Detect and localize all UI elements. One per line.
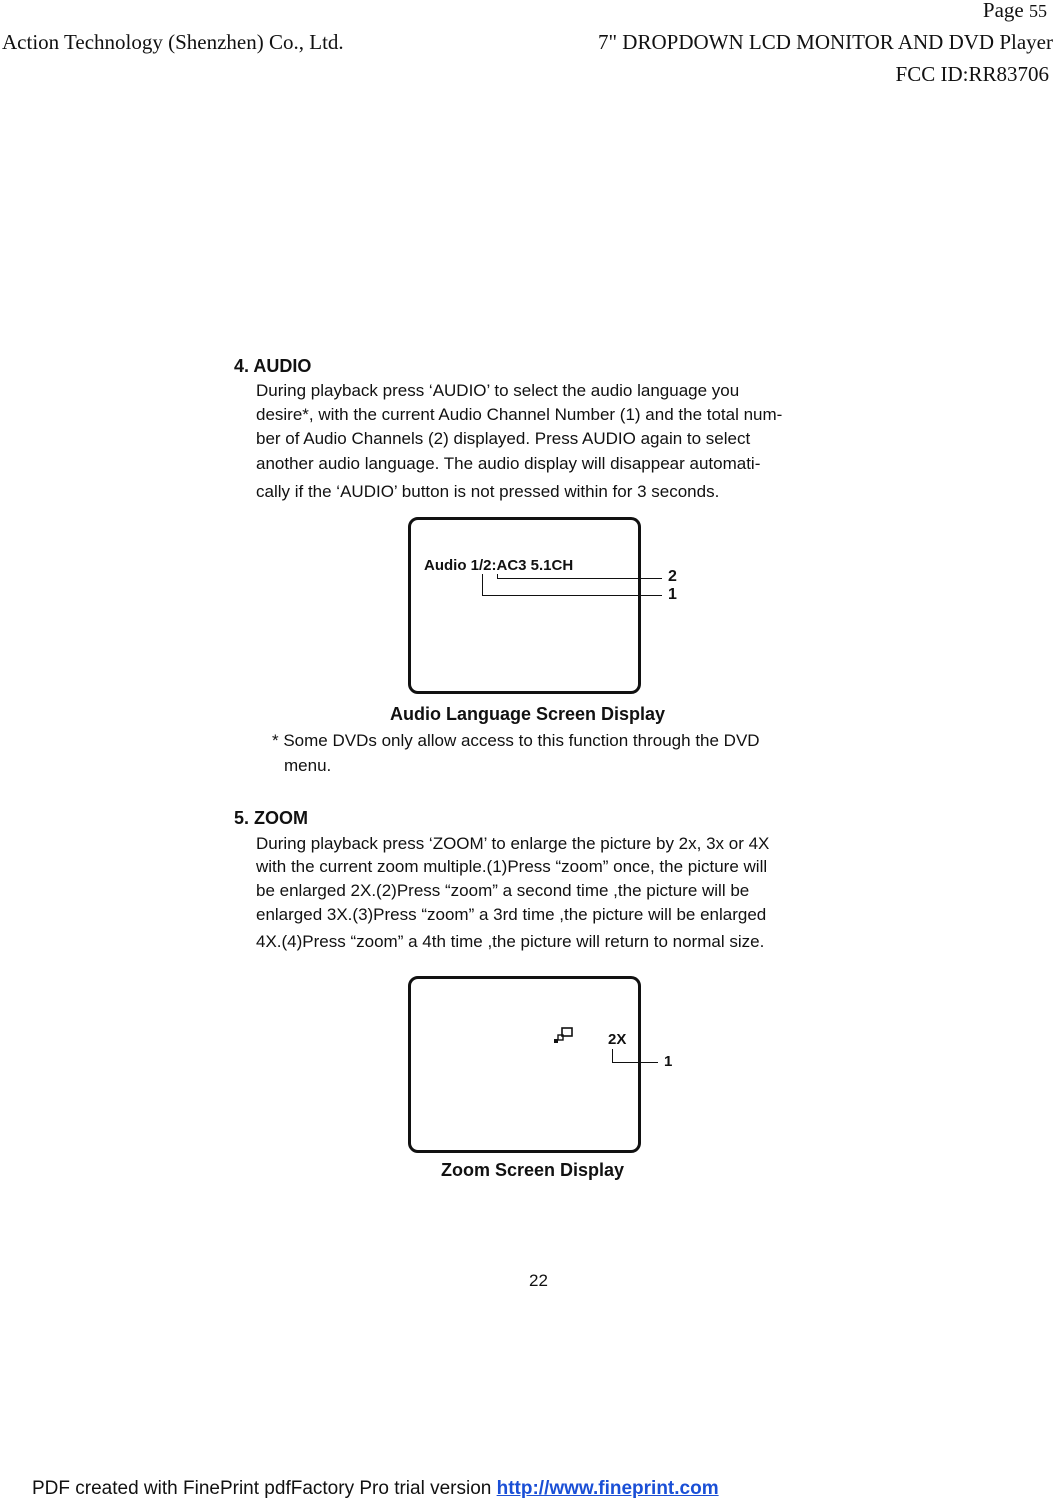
zoom-callout-line bbox=[612, 1049, 613, 1062]
footer-text: PDF created with FinePrint pdfFactory Pro trial version bbox=[32, 1478, 497, 1499]
audio-text-line: ber of Audio Channels (2) displayed. Press AUDIO again to select bbox=[256, 429, 751, 448]
audio-note-line: * Some DVDs only allow access to this function through the DVD bbox=[272, 731, 760, 750]
audio-callout-total-line bbox=[497, 578, 662, 579]
audio-callout-current-number: 1 bbox=[668, 586, 677, 603]
audio-callout-current-line bbox=[482, 574, 483, 595]
header-page bbox=[983, 0, 1047, 23]
audio-callout-total-number: 2 bbox=[668, 568, 677, 585]
footer-link[interactable]: http://www.fineprint.com bbox=[496, 1478, 719, 1499]
audio-text-line: desire*, with the current Audio Channel Number (1) and the total num- bbox=[256, 405, 783, 424]
zoom-screen-text: 2X bbox=[608, 1031, 627, 1048]
audio-text-line: During playback press ‘AUDIO’ to select the audio language you bbox=[256, 381, 740, 400]
zoom-screen-display bbox=[408, 976, 641, 1153]
header-company: Action Technology (Shenzhen) Co., Ltd. bbox=[2, 30, 344, 54]
audio-caption: Audio Language Screen Display bbox=[390, 704, 666, 724]
audio-text-line: cally if the ‘AUDIO’ button is not pressed within for 3 seconds. bbox=[256, 482, 720, 501]
audio-section-title: 4. AUDIO bbox=[234, 356, 312, 376]
audio-note-line: menu. bbox=[284, 756, 332, 775]
zoom-text-line: enlarged 3X.(3)Press “zoom” a 3rd time ,the picture will be enlarged bbox=[256, 905, 767, 924]
zoom-text-line: with the current zoom multiple.(1)Press “zoom” once, the picture will bbox=[256, 857, 768, 876]
zoom-text-line: During playback press ‘ZOOM’ to enlarge the picture by 2x, 3x or 4X bbox=[256, 834, 770, 853]
audio-text-line: another audio language. The audio display will disappear automati- bbox=[256, 454, 761, 473]
zoom-icon bbox=[553, 1026, 579, 1046]
zoom-text-line: be enlarged 2X.(2)Press “zoom” a second time ,the picture will be bbox=[256, 881, 750, 900]
zoom-callout-number: 1 bbox=[664, 1053, 673, 1070]
zoom-section-title: 5. ZOOM bbox=[234, 808, 309, 828]
zoom-text-line: 4X.(4)Press “zoom” a 4th time ,the picture will return to normal size. bbox=[256, 932, 765, 951]
zoom-caption: Zoom Screen Display bbox=[441, 1160, 625, 1180]
zoom-callout-line bbox=[612, 1062, 658, 1063]
header-fcc-id: FCC ID:RR83706 bbox=[895, 62, 1049, 86]
audio-screen-display bbox=[408, 517, 641, 694]
page-number: 22 bbox=[529, 1271, 548, 1290]
header-product: 7" DROPDOWN LCD MONITOR AND DVD Player bbox=[597, 30, 1053, 54]
header-page-label: Page bbox=[982, 0, 1024, 22]
footer bbox=[32, 1478, 719, 1500]
header-page-number: 55 bbox=[1029, 1, 1047, 21]
audio-callout-current-line bbox=[482, 595, 662, 596]
audio-screen-text: Audio 1/2:AC3 5.1CH bbox=[424, 557, 574, 574]
